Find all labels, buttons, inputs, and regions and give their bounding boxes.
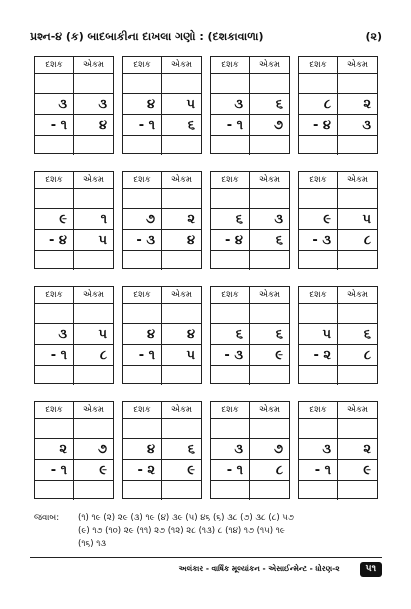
subtrahend-tens: - ૧ (211, 460, 250, 481)
tens-digit: ૩ (211, 94, 250, 115)
empty-cell (162, 304, 201, 324)
answer-cell (74, 136, 113, 155)
empty-cell (123, 74, 162, 94)
empty-cell (74, 189, 113, 209)
subtrahend-tens: - ૧ (35, 460, 74, 481)
tens-digit: ૬ (211, 209, 250, 230)
answer-line: (૧૬) ૧૩ (78, 539, 107, 549)
subtraction-box (298, 286, 378, 384)
ones-header: એકમ (250, 402, 289, 419)
tens-header: દશક (299, 57, 338, 74)
tens-digit: ૪ (123, 439, 162, 460)
subtrahend-ones: ૪ (162, 230, 201, 251)
footer-text: અલંકાર - વાર્ષિક મૂલ્યાંકન - એસાઈન્મેન્ટ - ધોરણ-૨ (178, 564, 340, 573)
ones-header: એકમ (74, 402, 113, 419)
empty-cell (250, 74, 289, 94)
ones-header: એકમ (250, 57, 289, 74)
subtrahend-tens: - ૪ (211, 230, 250, 251)
ones-header: એકમ (74, 287, 113, 304)
subtraction-box (210, 171, 290, 269)
tens-digit: ૨ (35, 439, 74, 460)
ones-header: એકમ (162, 287, 201, 304)
ones-digit: ૫ (74, 324, 113, 345)
answer-cell (338, 366, 377, 385)
subtraction-box (122, 401, 202, 499)
subtrahend-tens: - ૨ (299, 345, 338, 366)
tens-digit: ૩ (211, 439, 250, 460)
ones-digit: ૨ (162, 209, 201, 230)
answer-cell (250, 251, 289, 270)
subtrahend-tens: - ૧ (35, 115, 74, 136)
answer-cell (338, 481, 377, 500)
empty-cell (74, 419, 113, 439)
subtrahend-tens: - ૩ (299, 230, 338, 251)
subtrahend-tens: - ૧ (299, 460, 338, 481)
ones-digit: ૩ (74, 94, 113, 115)
subtrahend-ones: ૮ (74, 345, 113, 366)
answer-cell (35, 481, 74, 500)
ones-digit: ૪ (162, 324, 201, 345)
tens-header: દશક (299, 287, 338, 304)
answer-cell (299, 366, 338, 385)
empty-cell (74, 74, 113, 94)
empty-cell (211, 189, 250, 209)
answer-cell (299, 136, 338, 155)
tens-digit: ૯ (35, 209, 74, 230)
empty-cell (162, 189, 201, 209)
subtrahend-tens: - ૧ (211, 115, 250, 136)
answer-cell (123, 481, 162, 500)
answer-cell (162, 136, 201, 155)
ones-digit: ૨ (338, 94, 377, 115)
subtraction-box (210, 401, 290, 499)
empty-cell (250, 304, 289, 324)
answer-cell (211, 136, 250, 155)
tens-header: દશક (123, 402, 162, 419)
answer-cell (162, 251, 201, 270)
empty-cell (35, 189, 74, 209)
tens-header: દશક (35, 287, 74, 304)
tens-digit: ૮ (299, 94, 338, 115)
subtrahend-ones: ૫ (74, 230, 113, 251)
subtraction-box (34, 171, 114, 269)
empty-cell (35, 419, 74, 439)
ones-digit: ૨ (338, 439, 377, 460)
ones-header: એકમ (74, 172, 113, 189)
ones-header: એકમ (250, 287, 289, 304)
ones-header: એકમ (162, 402, 201, 419)
subtraction-box (298, 401, 378, 499)
answer-cell (250, 366, 289, 385)
answer-cell (35, 366, 74, 385)
tens-digit: ૬ (211, 324, 250, 345)
answer-cell (211, 366, 250, 385)
subtrahend-ones: ૭ (250, 115, 289, 136)
tens-header: દશક (211, 287, 250, 304)
answer-cell (338, 251, 377, 270)
subtrahend-tens: - ૧ (123, 345, 162, 366)
subtrahend-ones: ૮ (338, 345, 377, 366)
answer-cell (74, 366, 113, 385)
ones-digit: ૭ (250, 439, 289, 460)
empty-cell (338, 304, 377, 324)
subtrahend-ones: ૮ (250, 460, 289, 481)
tens-digit: ૯ (299, 209, 338, 230)
subtraction-box (210, 56, 290, 154)
tens-header: દશક (211, 57, 250, 74)
page-number-badge: ૫૧ (360, 562, 382, 577)
answer-cell (35, 251, 74, 270)
question-part: (૨) (365, 30, 382, 43)
empty-cell (123, 304, 162, 324)
page-footer (30, 561, 382, 577)
empty-cell (299, 74, 338, 94)
subtraction-box (298, 56, 378, 154)
empty-cell (211, 74, 250, 94)
answer-cell (162, 481, 201, 500)
answer-label: જવાબ: (34, 513, 60, 523)
tens-digit: ૫ (299, 324, 338, 345)
empty-cell (211, 304, 250, 324)
subtraction-box (34, 401, 114, 499)
tens-header: દશક (211, 172, 250, 189)
answer-cell (299, 251, 338, 270)
ones-header: એકમ (74, 57, 113, 74)
answer-cell (74, 251, 113, 270)
tens-digit: ૭ (123, 209, 162, 230)
subtraction-box (34, 286, 114, 384)
empty-cell (35, 74, 74, 94)
tens-header: દશક (35, 172, 74, 189)
empty-cell (250, 189, 289, 209)
subtrahend-ones: ૬ (250, 230, 289, 251)
subtraction-box (298, 171, 378, 269)
tens-header: દશક (299, 402, 338, 419)
subtraction-box (122, 286, 202, 384)
subtrahend-tens: - ૨ (123, 460, 162, 481)
subtrahend-ones: ૩ (338, 115, 377, 136)
tens-header: દશક (123, 57, 162, 74)
ones-digit: ૬ (250, 94, 289, 115)
tens-header: દશક (123, 287, 162, 304)
empty-cell (123, 419, 162, 439)
answer-cell (211, 481, 250, 500)
answer-cell (123, 366, 162, 385)
empty-cell (299, 419, 338, 439)
subtrahend-ones: ૪ (74, 115, 113, 136)
answer-cell (250, 136, 289, 155)
empty-cell (74, 304, 113, 324)
ones-digit: ૫ (162, 94, 201, 115)
tens-header: દશક (123, 172, 162, 189)
empty-cell (250, 419, 289, 439)
subtraction-box (210, 286, 290, 384)
ones-digit: ૫ (338, 209, 377, 230)
ones-header: એકમ (162, 172, 201, 189)
answer-line: (૧) ૧૯ (૨) ૨૯ (૩) ૧૯ (૪) ૩૯ (૫) ૪૬ (૬) ૩૮ (૭) ૩૮ (૮) ૫૭ (78, 513, 294, 523)
question-header (30, 30, 382, 44)
answer-cell (162, 366, 201, 385)
answer-cell (35, 136, 74, 155)
answer-cell (299, 481, 338, 500)
subtrahend-ones: ૮ (338, 230, 377, 251)
ones-digit: ૩ (250, 209, 289, 230)
tens-header: દશક (211, 402, 250, 419)
subtrahend-ones: ૯ (74, 460, 113, 481)
subtrahend-ones: ૯ (162, 460, 201, 481)
ones-header: એકમ (250, 172, 289, 189)
subtraction-box (122, 56, 202, 154)
ones-header: એકમ (338, 287, 377, 304)
ones-digit: ૧ (74, 209, 113, 230)
subtrahend-ones: ૬ (162, 115, 201, 136)
question-title: પ્રશ્ન-૪ (ક) બાદબાકીના દાખલા ગણો : (દશકાવાળા) (30, 30, 264, 43)
empty-cell (162, 74, 201, 94)
tens-digit: ૩ (299, 439, 338, 460)
answer-cell (74, 481, 113, 500)
answer-key (34, 512, 384, 551)
empty-cell (211, 419, 250, 439)
ones-digit: ૭ (74, 439, 113, 460)
footer-divider (30, 557, 382, 558)
ones-header: એકમ (338, 57, 377, 74)
ones-header: એકમ (162, 57, 201, 74)
empty-cell (123, 189, 162, 209)
problem-grid (34, 56, 378, 498)
subtrahend-tens: - ૧ (123, 115, 162, 136)
empty-cell (299, 189, 338, 209)
answer-cell (250, 481, 289, 500)
empty-cell (299, 304, 338, 324)
subtrahend-ones: ૯ (338, 460, 377, 481)
ones-digit: ૬ (250, 324, 289, 345)
answer-cell (123, 251, 162, 270)
ones-header: એકમ (338, 402, 377, 419)
tens-digit: ૪ (123, 94, 162, 115)
ones-header: એકમ (338, 172, 377, 189)
empty-cell (338, 189, 377, 209)
empty-cell (338, 74, 377, 94)
empty-cell (35, 304, 74, 324)
tens-header: દશક (35, 402, 74, 419)
empty-cell (338, 419, 377, 439)
subtraction-box (122, 171, 202, 269)
subtraction-box (34, 56, 114, 154)
subtrahend-tens: - ૪ (35, 230, 74, 251)
subtrahend-tens: - ૩ (211, 345, 250, 366)
answer-cell (123, 136, 162, 155)
subtrahend-ones: ૯ (250, 345, 289, 366)
empty-cell (162, 419, 201, 439)
ones-digit: ૬ (338, 324, 377, 345)
ones-digit: ૬ (162, 439, 201, 460)
subtrahend-ones: ૫ (162, 345, 201, 366)
tens-digit: ૩ (35, 324, 74, 345)
subtrahend-tens: - ૪ (299, 115, 338, 136)
answer-cell (338, 136, 377, 155)
subtrahend-tens: - ૧ (35, 345, 74, 366)
answer-cell (211, 251, 250, 270)
tens-digit: ૪ (123, 324, 162, 345)
answer-line: (૯) ૧૭ (૧૦) ૨૯ (૧૧) ૨૭ (૧૨) ૨૮ (૧૩) ૮ (૧૪) ૧૭ (૧૫) ૧૯ (78, 526, 285, 536)
tens-digit: ૩ (35, 94, 74, 115)
subtrahend-tens: - ૩ (123, 230, 162, 251)
tens-header: દશક (299, 172, 338, 189)
tens-header: દશક (35, 57, 74, 74)
